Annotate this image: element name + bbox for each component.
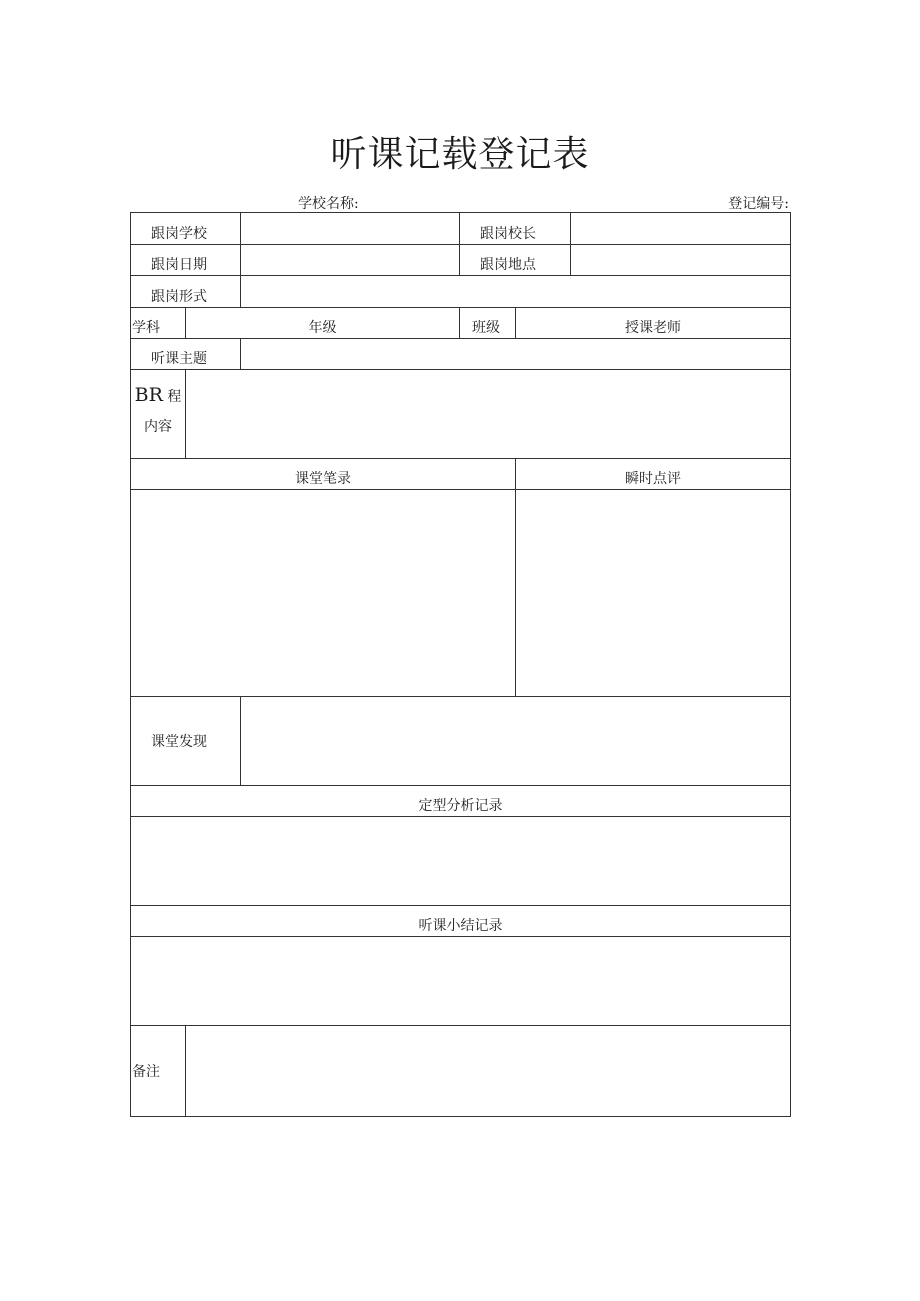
course-content-label-prefix: BR — [134, 384, 163, 406]
classroom-findings-label: 课堂发现 — [131, 697, 241, 786]
lesson-observation-form — [130, 212, 791, 1117]
teacher-label: 授课老师 — [516, 308, 791, 339]
lesson-topic-field[interactable] — [241, 339, 791, 370]
class-label: 班级 — [460, 308, 516, 339]
form-row-course-content — [131, 370, 791, 459]
form-row-notes-body — [131, 490, 791, 697]
instant-comment-label: 瞬时点评 — [516, 459, 791, 490]
form-row-summary-header — [131, 906, 791, 937]
lesson-topic-label: 听课主题 — [131, 339, 241, 370]
form-row-remarks — [131, 1026, 791, 1117]
class-notes-label: 课堂笔录 — [131, 459, 516, 490]
form-row-analysis-header — [131, 786, 791, 817]
form-row-subject — [131, 308, 791, 339]
analysis-record-label: 定型分析记录 — [131, 786, 791, 817]
form-row-shadow-format — [131, 276, 791, 308]
course-content-label-suffix: 程 — [167, 389, 182, 405]
summary-record-label: 听课小结记录 — [131, 906, 791, 937]
shadow-date-label: 跟岗日期 — [131, 245, 241, 276]
form-row-shadow-date — [131, 245, 791, 276]
page-title: 听课记载登记表 — [330, 134, 590, 175]
analysis-record-field[interactable] — [131, 817, 791, 906]
form-row-findings — [131, 697, 791, 786]
summary-record-field[interactable] — [131, 937, 791, 1026]
form-row-summary-body — [131, 937, 791, 1026]
class-notes-field[interactable] — [131, 490, 516, 697]
course-content-field[interactable] — [186, 370, 791, 459]
classroom-findings-field[interactable] — [241, 697, 791, 786]
grade-label: 年级 — [186, 308, 460, 339]
school-name-label: 学校名称: — [298, 196, 359, 212]
registration-number-label: 登记编号: — [728, 196, 789, 212]
shadow-location-label: 跟岗地点 — [460, 245, 571, 276]
shadow-format-field[interactable] — [241, 276, 791, 308]
shadow-school-label: 跟岗学校 — [131, 213, 241, 245]
shadow-date-field[interactable] — [241, 245, 460, 276]
instant-comment-field[interactable] — [516, 490, 791, 697]
remarks-field[interactable] — [186, 1026, 791, 1117]
form-row-lesson-topic — [131, 339, 791, 370]
form-row-notes-header — [131, 459, 791, 490]
shadow-format-label: 跟岗形式 — [131, 276, 241, 308]
shadow-location-field[interactable] — [571, 245, 791, 276]
form-row-shadow-school — [131, 213, 791, 245]
shadow-school-field[interactable] — [241, 213, 460, 245]
shadow-principal-field[interactable] — [571, 213, 791, 245]
course-content-label-line2: 内容 — [144, 419, 172, 435]
course-content-label — [131, 370, 186, 459]
remarks-label: 备注 — [131, 1026, 186, 1117]
subject-label: 学科 — [131, 308, 186, 339]
shadow-principal-label: 跟岗校长 — [460, 213, 571, 245]
form-row-analysis-body — [131, 817, 791, 906]
